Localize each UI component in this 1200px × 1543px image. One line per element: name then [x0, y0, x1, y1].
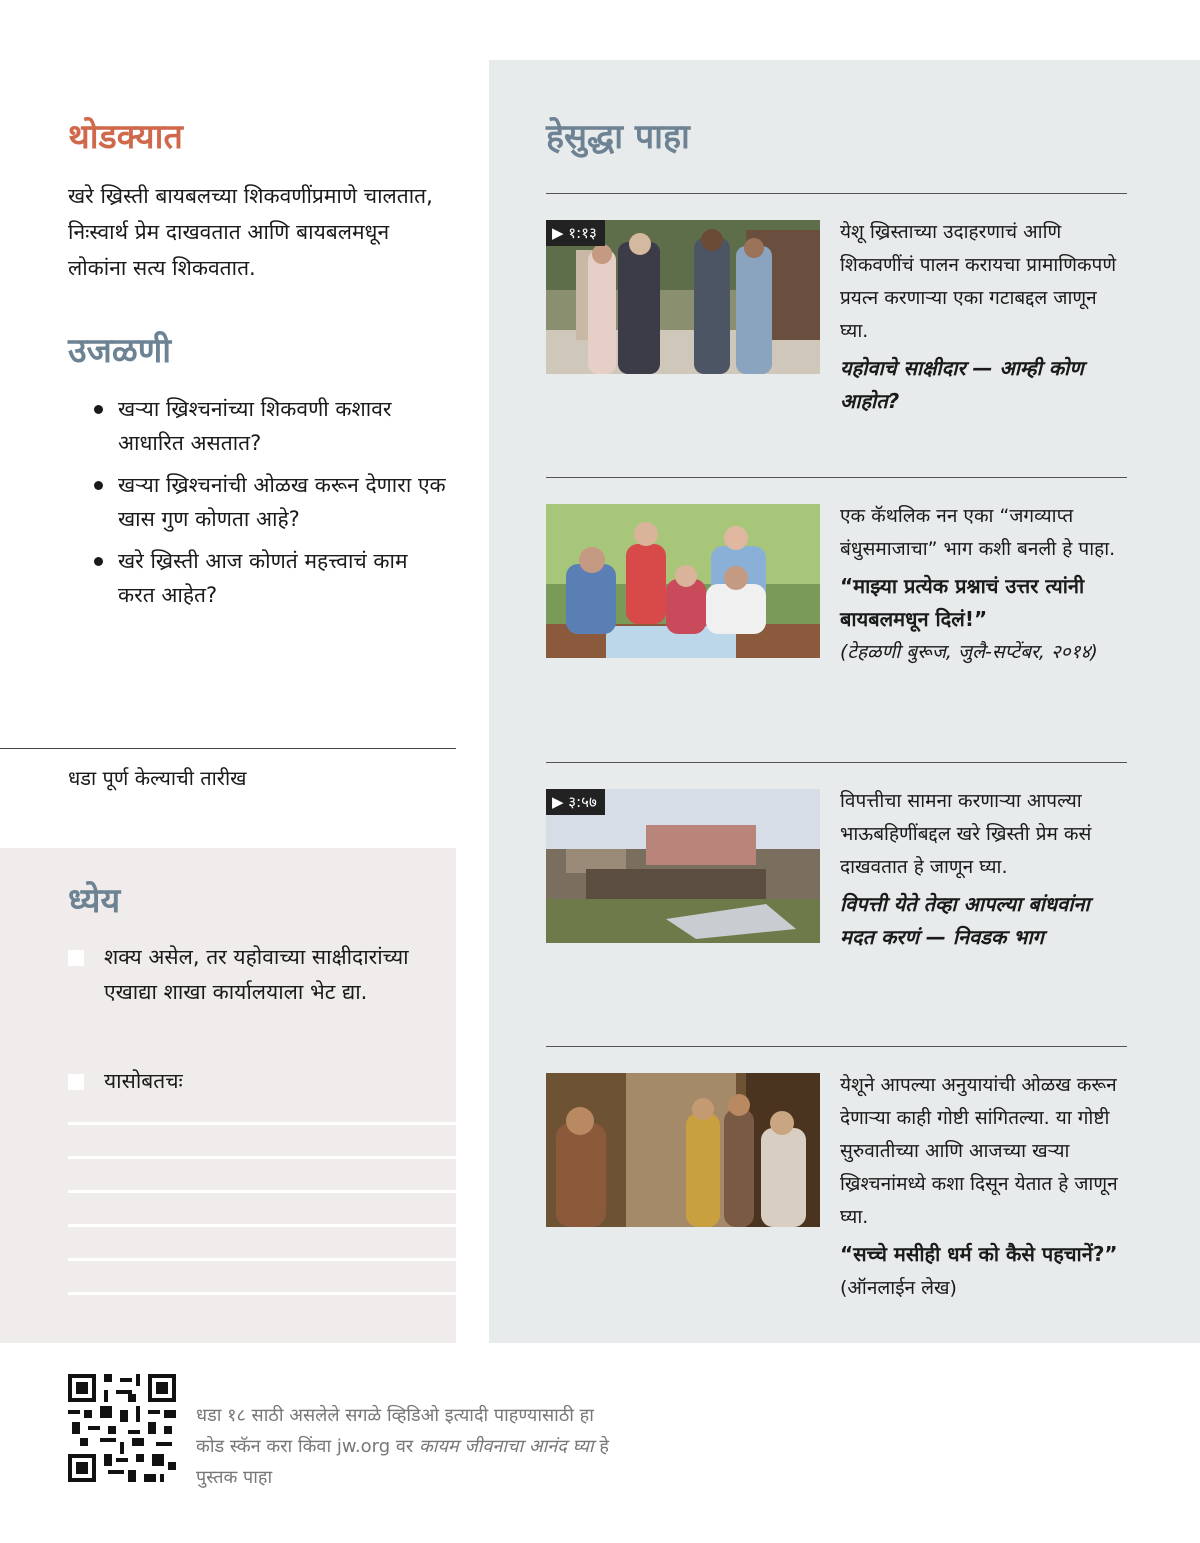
review-heading: उजळणी	[68, 331, 172, 371]
footer-book-title[interactable]: कायम जीवनाचा आनंद घ्या	[418, 1436, 594, 1457]
entry-divider	[546, 762, 1127, 763]
goal-heading: ध्येय	[68, 881, 121, 921]
goal-item-text: शक्य असेल, तर यहोवाच्या साक्षीदारांच्या एखाद्या शाखा कार्यालयाला भेट द्या.	[104, 945, 409, 1004]
entry-title-link[interactable]: विपत्ती येते तेव्हा आपल्या बांधवांना मदत करणं — निवडक भाग	[840, 892, 1090, 949]
review-question: खऱ्या ख्रिश्चनांची ओळख करून देणारा एक खास गुण कोणता आहे?	[68, 468, 448, 536]
goal-checkbox[interactable]	[68, 1074, 84, 1090]
entry-description	[840, 500, 1120, 669]
entry-description	[840, 1069, 1120, 1305]
entry-description-text: विपत्तीचा सामना करणाऱ्या आपल्या भाऊबहिणींबद्दल खरे ख्रिस्ती प्रेम कसं दाखवतात हे जाणून घ्या.	[840, 790, 1092, 878]
see-also-heading: हेसुद्धा पाहा	[546, 117, 690, 157]
date-divider	[0, 748, 456, 749]
entry-divider	[546, 477, 1127, 478]
write-line[interactable]	[68, 1224, 456, 1227]
entry-title-link[interactable]: “माझ्या प्रत्येक प्रश्नाचं उत्तर त्यांनी बायबलमधून दिलं!”	[840, 574, 1085, 631]
review-question: खऱ्या ख्रिश्चनांच्या शिकवणी कशावर आधारित असतात?	[68, 392, 448, 460]
entry-description-text: एक कॅथलिक नन एका “जगव्याप्त बंधुसमाजाचा” भाग कशी बनली हे पाहा.	[840, 505, 1116, 560]
painting-early-christians	[546, 1073, 820, 1227]
review-question: खरे ख्रिस्ती आज कोणतं महत्त्वाचं काम करत आहेत?	[68, 544, 448, 612]
qr-code[interactable]	[68, 1374, 176, 1482]
review-list	[68, 392, 448, 620]
entry-description-text: येशू ख्रिस्ताच्या उदाहरणाचं आणि शिकवणींचं पालन करायचा प्रामाणिकपणे प्रयत्न करणाऱ्या एका गटाबद्दल जाणून घ्या.	[840, 221, 1117, 342]
entry-source: (टेहळणी बुरूज, जुलै-सप्टेंबर, २०१४)	[840, 641, 1098, 663]
footer-text-before: धडा १८ साठी असलेले सगळे व्हिडिओ इत्यादी पाहण्यासाठी हा कोड स्कॅन करा किंवा jw.org वर	[196, 1405, 594, 1457]
write-line[interactable]	[68, 1292, 456, 1295]
write-line[interactable]	[68, 1156, 456, 1159]
footer-text-after: हे पुस्तक पाहा	[196, 1436, 609, 1488]
goal-item	[68, 940, 424, 1010]
goal-box	[0, 848, 456, 1343]
write-line[interactable]	[68, 1258, 456, 1261]
video-thumbnail-group-street[interactable]	[546, 220, 820, 374]
entry-divider	[546, 1046, 1127, 1047]
completion-date-label: धडा पूर्ण केल्याची तारीख	[68, 766, 247, 790]
entry-source: (ऑनलाईन लेख)	[840, 1277, 957, 1299]
video-thumbnail-disaster[interactable]	[546, 789, 820, 943]
goal-checkbox[interactable]	[68, 950, 84, 966]
entry-description-text: येशूने आपल्या अनुयायांची ओळख करून देणाऱ्या काही गोष्टी सांगितल्या. या गोष्टी सुरुवातीच्या आणि आजच्या खऱ्या ख्रिश्चनांमध्ये कशा दिसून येतात हे जाणून घ्या.	[840, 1074, 1118, 1228]
entry-title-link[interactable]: “सच्चे मसीही धर्म को कैसे पहचानें?”	[840, 1242, 1118, 1266]
goal-item	[68, 1064, 424, 1099]
article-thumbnail-family-meal[interactable]	[546, 504, 820, 658]
entry-title-link[interactable]: यहोवाचे साक्षीदार — आम्ही कोण आहोत?	[840, 356, 1084, 413]
article-thumbnail-first-century[interactable]	[546, 1073, 820, 1227]
entry-description	[840, 785, 1120, 954]
entry-divider	[546, 193, 1127, 194]
write-line[interactable]	[68, 1122, 456, 1125]
write-line[interactable]	[68, 1190, 456, 1193]
entry-title-wrapper	[840, 1238, 1120, 1305]
summary-text: खरे ख्रिस्ती बायबलच्या शिकवणींप्रमाणे चालतात, निःस्वार्थ प्रेम दाखवतात आणि बायबलमधून लोकांना सत्य शिकवतात.	[68, 184, 433, 280]
qr-code-icon	[68, 1374, 176, 1482]
entry-description	[840, 216, 1120, 418]
photo-family-meal	[546, 504, 820, 658]
video-duration-badge: ▶ ३:५७	[546, 789, 605, 815]
summary-heading: थोडक्यात	[68, 117, 183, 157]
goal-item-text: यासोबतचः	[104, 1069, 183, 1093]
footer-text	[196, 1400, 616, 1493]
video-duration-badge: ▶ १:१३	[546, 220, 605, 246]
